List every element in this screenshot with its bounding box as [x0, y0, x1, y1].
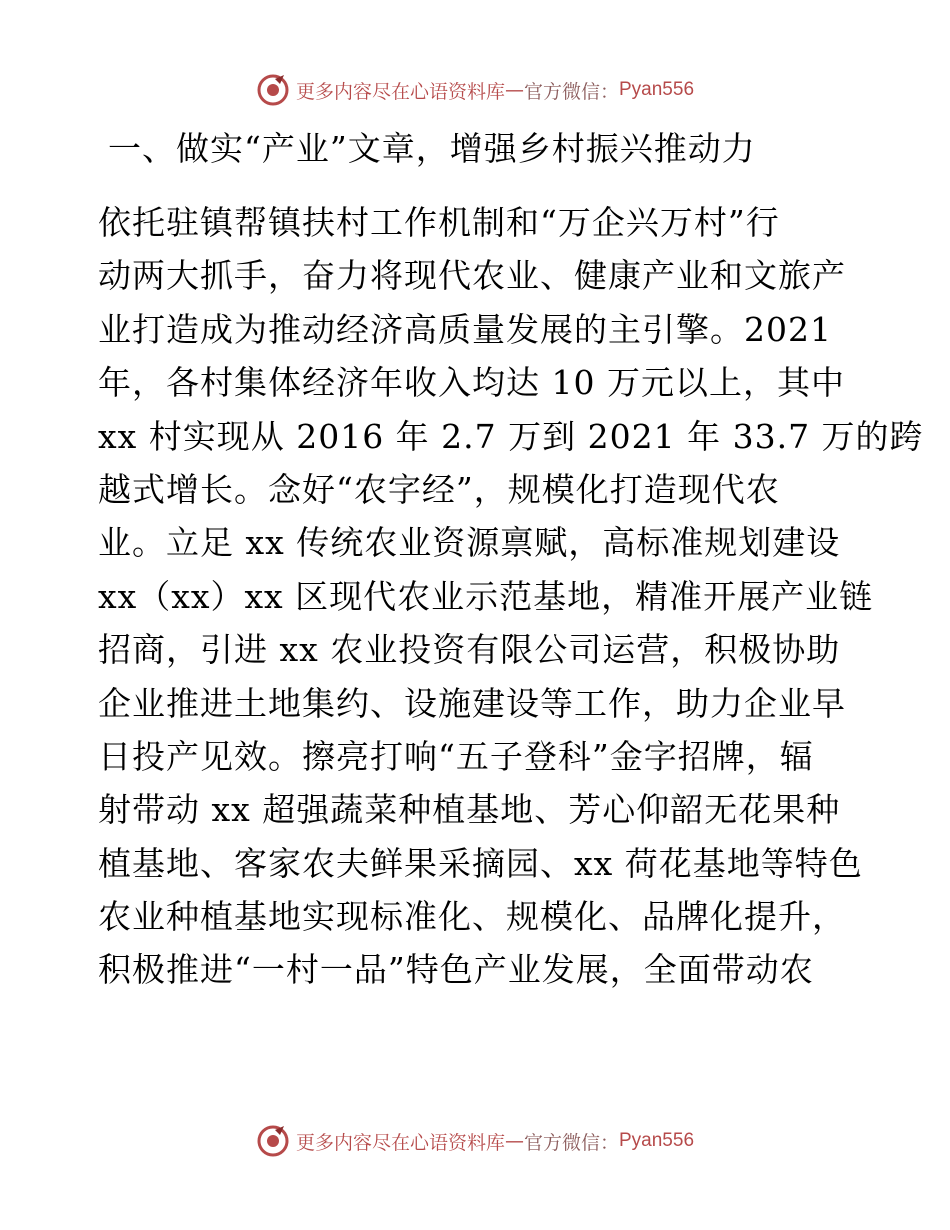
paragraph-line: 农业种植基地实现标准化、规模化、品牌化提升，: [98, 897, 846, 937]
paragraph-line: 招商，引进 xx 农业投资有限公司运营，积极协助: [98, 630, 841, 670]
watermark-text: 更多内容尽在心语资料库: [295, 1131, 505, 1154]
paragraph-line: 越式增长。念好“农字经”，规模化打造现代农: [98, 469, 780, 509]
watermark-wechat-id: Pyan556: [619, 79, 695, 100]
paragraph-line: 积极推进“一村一品”特色产业发展，全面带动农: [98, 950, 814, 990]
section-heading: 一、做实“产业”文章，增强乡村振兴推动力: [108, 129, 756, 168]
logo-icon: [256, 73, 290, 107]
watermark-separator: —: [504, 1130, 524, 1152]
logo-icon: [256, 1124, 290, 1158]
paragraph-line: xx 村实现从 2016 年 2.7 万到 2021 年 33.7 万的跨: [98, 416, 924, 456]
paragraph-line: 依托驻镇帮镇扶村工作机制和“万企兴万村”行: [98, 203, 780, 242]
watermark-wechat-id: Pyan556: [619, 1130, 695, 1151]
paragraph-line: 企业推进土地集约、设施建设等工作，助力企业早: [98, 683, 846, 723]
watermark-official-label: 官方微信：: [523, 80, 619, 103]
watermark-header: [0, 70, 950, 110]
watermark-separator: —: [504, 79, 524, 101]
body-paragraph: [98, 196, 924, 997]
paragraph-line: 年，各村集体经济年收入均达 10 万元以上，其中: [98, 363, 845, 403]
watermark-footer: [0, 1121, 950, 1161]
watermark-text: 更多内容尽在心语资料库: [295, 80, 505, 103]
watermark-official-label: 官方微信：: [523, 1131, 619, 1154]
paragraph-line: 植基地、客家农夫鲜果采摘园、xx 荷花基地等特色: [98, 843, 863, 883]
paragraph-line: 射带动 xx 超强蔬菜种植基地、芳心仰韶无花果种: [98, 790, 841, 830]
paragraph-line: 业打造成为推动经济高质量发展的主引擎。2021: [98, 309, 832, 349]
paragraph-line: 业。立足 xx 传统农业资源禀赋，高标准规划建设: [98, 523, 841, 563]
paragraph-line: xx（xx）xx 区现代农业示范基地，精准开展产业链: [98, 576, 874, 616]
paragraph-line: 动两大抓手，奋力将现代农业、健康产业和文旅产: [98, 256, 846, 296]
paragraph-line: 日投产见效。擦亮打响“五子登科”金字招牌，辐: [98, 736, 814, 776]
